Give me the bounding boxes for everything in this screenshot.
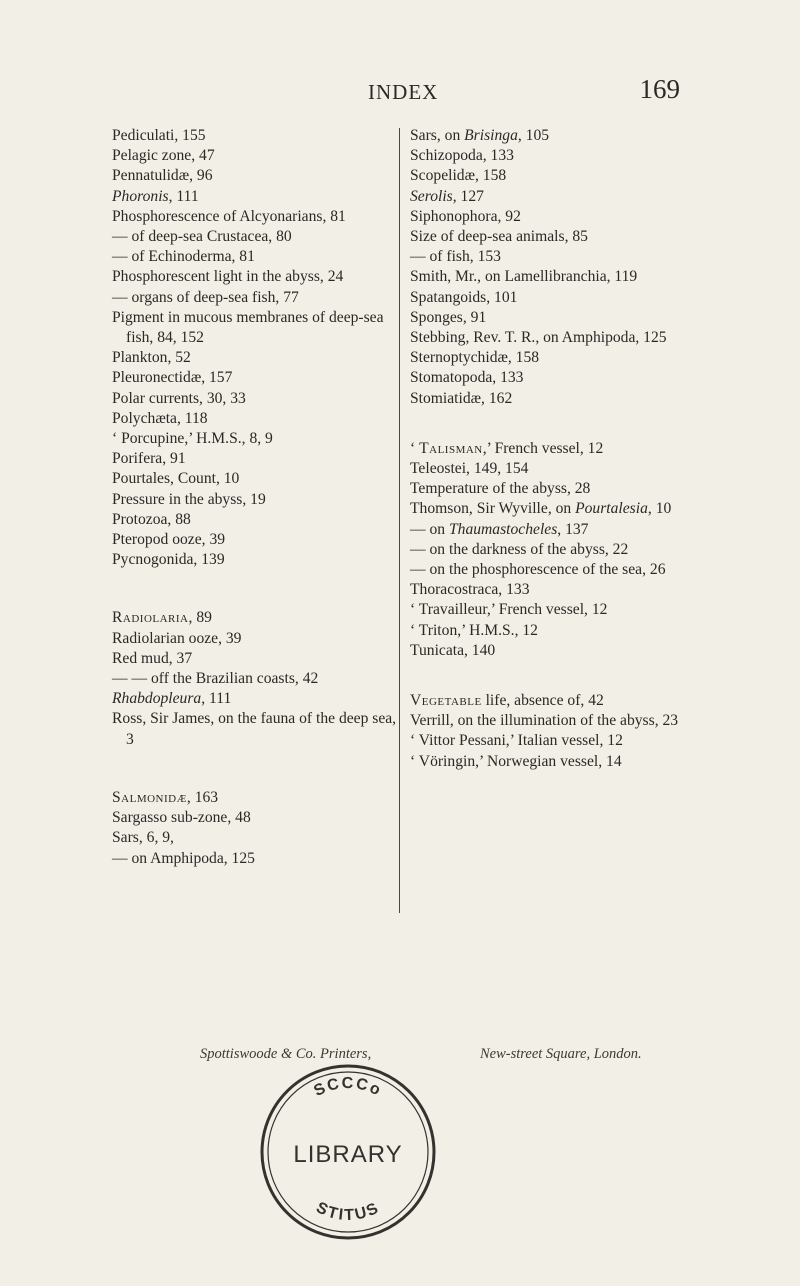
index-entry: — of Echinoderma, 81 bbox=[112, 248, 255, 266]
index-entry: Stomatopoda, 133 bbox=[410, 369, 524, 387]
index-entry: Polar currents, 30, 33 bbox=[112, 389, 246, 407]
index-entry: Pteropod ooze, 39 bbox=[112, 531, 226, 549]
index-entry-part: , 10 bbox=[647, 500, 672, 518]
index-entry: Pressure in the abyss, 19 bbox=[112, 490, 266, 508]
stamp-arc-top: SCCCo bbox=[311, 1074, 385, 1100]
index-entry-part: , 163 bbox=[186, 788, 219, 806]
index-entry: Smith, Mr., on Lamellibranchia, 119 bbox=[410, 268, 638, 286]
index-entry: Pelagic zone, 47 bbox=[112, 147, 215, 165]
index-entry bbox=[112, 689, 397, 709]
index-entry: Tunicata, 140 bbox=[410, 641, 496, 659]
index-entry: Pigment in mucous membranes of deep-sea fish, 84, 152 bbox=[112, 308, 384, 347]
index-entry: Porifera, 91 bbox=[112, 450, 186, 468]
index-entry bbox=[410, 187, 685, 207]
imprint-left: Spottiswoode & Co. Printers, bbox=[200, 1046, 372, 1062]
index-entry-part: Talisman bbox=[419, 439, 483, 457]
index-entry: Protozoa, 88 bbox=[112, 510, 191, 528]
index-entry bbox=[410, 126, 685, 146]
index-entry-part: , 111 bbox=[168, 187, 199, 205]
index-entry: Scopelidæ, 158 bbox=[410, 167, 507, 185]
index-entry: Pleuronectidæ, 157 bbox=[112, 369, 233, 387]
index-entry-part: Pourtalesia bbox=[575, 500, 648, 518]
index-entry-part: , 127 bbox=[452, 187, 484, 205]
index-entry: Sponges, 91 bbox=[410, 308, 487, 326]
index-entry-part: Thomson, Sir Wyville, on bbox=[410, 500, 576, 518]
index-entry: Temperature of the abyss, 28 bbox=[410, 480, 591, 498]
index-entry-part: Rhabdopleura bbox=[112, 690, 202, 708]
index-entry bbox=[112, 608, 397, 628]
index-entry: Radiolarian ooze, 39 bbox=[112, 629, 242, 647]
index-entry: ‘ Porcupine,’ H.M.S., 8, 9 bbox=[112, 430, 273, 448]
index-entry: — on the phosphorescence of the sea, 26 bbox=[410, 561, 666, 579]
index-entry bbox=[410, 439, 685, 459]
index-entry: Spatangoids, 101 bbox=[410, 288, 518, 306]
index-entry: ‘ Vöringin,’ Norwegian vessel, 14 bbox=[410, 752, 622, 770]
index-entry: — organs of deep-sea fish, 77 bbox=[112, 288, 299, 306]
index-entry-part: , 89 bbox=[188, 609, 212, 627]
section-gap bbox=[112, 570, 397, 608]
index-entry: — — off the Brazilian coasts, 42 bbox=[112, 670, 319, 688]
section-gap bbox=[410, 661, 685, 691]
index-entry: ‘ Triton,’ H.M.S., 12 bbox=[410, 621, 538, 639]
index-entry: Polychæta, 118 bbox=[112, 409, 208, 427]
index-entry: Sars, 6, 9, bbox=[112, 829, 174, 847]
page-number: 169 bbox=[639, 74, 680, 104]
index-entry: Pourtales, Count, 10 bbox=[112, 470, 240, 488]
imprint-right: New-street Square, London. bbox=[480, 1046, 642, 1062]
section-gap bbox=[410, 409, 685, 439]
index-entry-part: life, absence of, 42 bbox=[481, 692, 604, 710]
index-entry: Siphonophora, 92 bbox=[410, 207, 521, 225]
index-entry bbox=[410, 691, 685, 711]
section-gap bbox=[112, 750, 397, 788]
index-entry-part: , 111 bbox=[201, 690, 232, 708]
page-title: INDEX bbox=[368, 80, 439, 104]
index-entry-part: Vegetable bbox=[410, 692, 482, 710]
index-entry-part: , 137 bbox=[557, 520, 589, 538]
index-entry: Plankton, 52 bbox=[112, 349, 191, 367]
index-entry: — of deep-sea Crustacea, 80 bbox=[112, 228, 292, 246]
index-entry: Sternoptychidæ, 158 bbox=[410, 349, 540, 367]
index-entry: — on the darkness of the abyss, 22 bbox=[410, 540, 629, 558]
index-entry: Phosphorescence of Alcyonarians, 81 bbox=[112, 207, 346, 225]
index-entry-part: Salmonidæ bbox=[112, 788, 187, 806]
index-entry: Verrill, on the illumination of the abyss, 23 bbox=[410, 712, 679, 730]
index-column-right bbox=[410, 126, 685, 772]
index-entry bbox=[112, 187, 397, 207]
page-header bbox=[110, 74, 680, 114]
index-entry: Sargasso sub-zone, 48 bbox=[112, 809, 251, 827]
index-entry: — of fish, 153 bbox=[410, 248, 501, 266]
index-entry: Pennatulidæ, 96 bbox=[112, 167, 213, 185]
index-entry-part: — on bbox=[410, 520, 449, 538]
index-entry-part: ,’ French vessel, 12 bbox=[482, 439, 604, 457]
index-entry: Stomiatidæ, 162 bbox=[410, 389, 513, 407]
index-entry: Red mud, 37 bbox=[112, 649, 193, 667]
stamp-center-text: LIBRARY bbox=[293, 1141, 403, 1168]
index-entry-part: Phoronis bbox=[112, 187, 169, 205]
index-entry: ‘ Vittor Pessani,’ Italian vessel, 12 bbox=[410, 732, 623, 750]
index-entry: Size of deep-sea animals, 85 bbox=[410, 228, 588, 246]
index-entry: Pediculati, 155 bbox=[112, 127, 206, 144]
index-entry: ‘ Travailleur,’ French vessel, 12 bbox=[410, 601, 608, 619]
index-entry-part: Brisinga bbox=[464, 127, 518, 144]
index-entry: Ross, Sir James, on the fauna of the deep sea, 3 bbox=[112, 710, 397, 748]
column-divider bbox=[399, 128, 400, 913]
index-entry bbox=[410, 499, 685, 519]
index-entry: Stebbing, Rev. T. R., on Amphipoda, 125 bbox=[410, 329, 667, 347]
stamp-arc-bottom: STITUS bbox=[313, 1199, 383, 1225]
index-entry: Thoracostraca, 133 bbox=[410, 581, 530, 599]
index-entry: Teleostei, 149, 154 bbox=[410, 460, 529, 478]
index-entry-part: Serolis bbox=[410, 187, 453, 205]
index-entry-part: Thaumastocheles bbox=[448, 520, 558, 538]
index-entry: Pycnogonida, 139 bbox=[112, 551, 225, 569]
library-stamp bbox=[248, 1048, 448, 1248]
index-entry-part: Sars, on bbox=[410, 127, 465, 144]
index-entry: Phosphorescent light in the abyss, 24 bbox=[112, 268, 344, 286]
index-entry: — on Amphipoda, 125 bbox=[112, 849, 255, 867]
index-entry-part: ‘ bbox=[410, 439, 420, 457]
index-column-left bbox=[112, 126, 397, 869]
index-entry: Schizopoda, 133 bbox=[410, 147, 514, 165]
index-entry-part: , 105 bbox=[517, 127, 550, 144]
index-entry bbox=[112, 788, 397, 808]
index-entry bbox=[410, 520, 685, 540]
index-entry-part: Radiolaria bbox=[112, 609, 189, 627]
